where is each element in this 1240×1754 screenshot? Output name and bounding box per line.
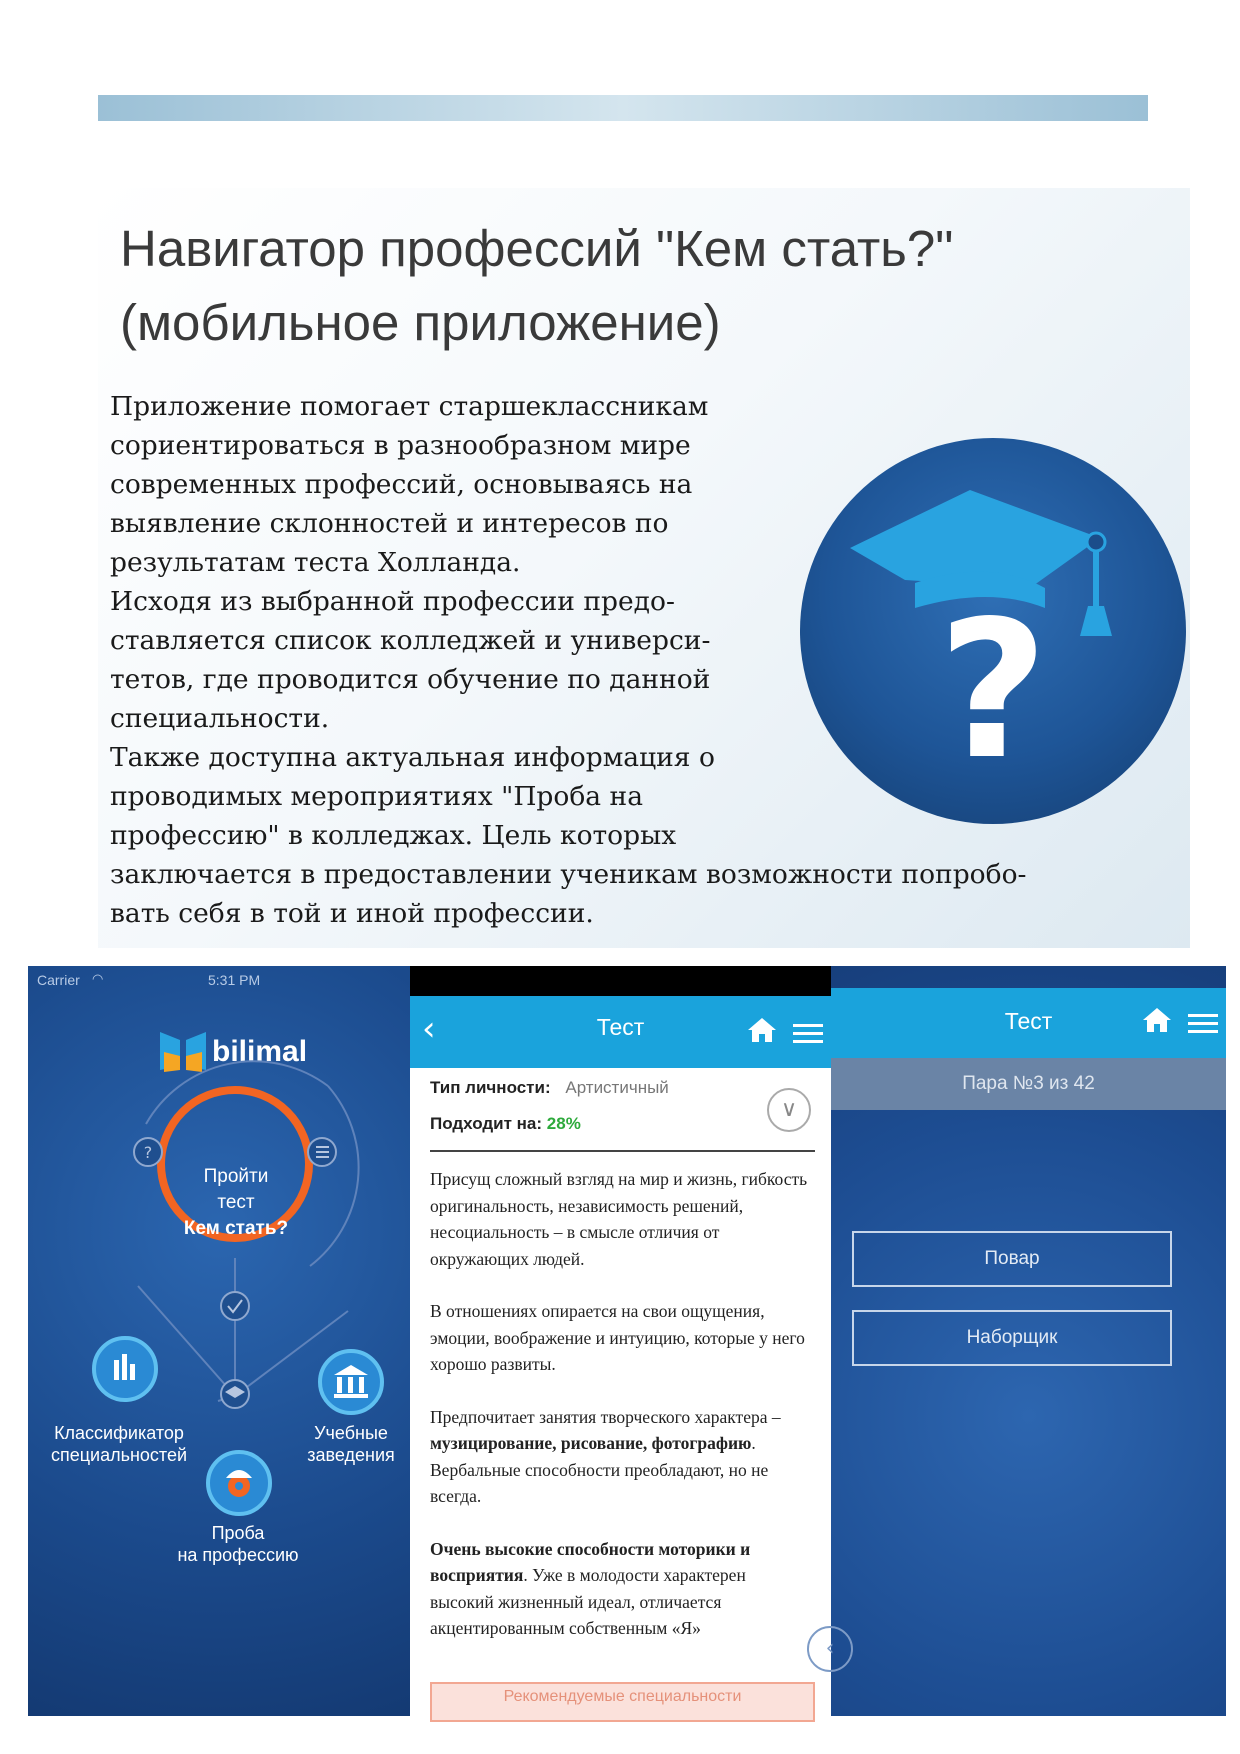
pair-counter: Пара №3 из 42 [831, 1058, 1226, 1110]
screenshot-test-result [410, 966, 831, 1716]
personality-type-value: Артистичный [565, 1078, 669, 1097]
paragraph-bold: Очень высокие способности моторики и восприятия [430, 1538, 751, 1585]
description-line: Приложение помогает старшеклассникам [110, 391, 709, 422]
page-title [120, 212, 1120, 360]
app-header [410, 996, 831, 1068]
trial-button[interactable] [206, 1450, 272, 1516]
paragraph: В отношениях опирается на свои ощущения, эмоции, воображение и интуицию, которые у него хорошо развиты. [430, 1301, 805, 1374]
fit-label: Подходит на: [430, 1114, 543, 1133]
description-line: проводимых мероприятиях "Проба на [110, 781, 643, 812]
description-line: специальности. [110, 703, 330, 734]
description-line: профессию" в колледжах. Цель которых [110, 820, 677, 851]
result-content [430, 1078, 815, 1668]
decorative-top-bar [98, 95, 1148, 121]
fit-row [430, 1114, 815, 1134]
title-line-1: Навигатор профессий "Кем стать?" [120, 220, 954, 277]
carrier-label: Carrier [37, 972, 80, 988]
paragraph: Присущ сложный взгляд на мир и жизнь, гибкость оригинальность, независимость решений, несоциальность – в смысле отличия от окружающих людей. [430, 1169, 808, 1269]
svg-text:?: ? [937, 580, 1049, 801]
description-line: вать себя в той и иной профессии. [110, 898, 594, 929]
paragraph [430, 1536, 809, 1642]
description-line: выявление склонностей и интересов по [110, 508, 669, 539]
menu-orbit [28, 966, 410, 1716]
status-bar [410, 966, 831, 996]
header-title: Тест [596, 1014, 645, 1040]
paragraph-bold: музицирование, рисование, фотографию [430, 1433, 752, 1453]
back-circle-icon[interactable]: ‹ [807, 1626, 853, 1672]
recommended-specialties-button[interactable]: Рекомендуемые специальности [430, 1682, 815, 1722]
wifi-icon: ◠ [92, 971, 104, 986]
start-test-button[interactable] [176, 1164, 296, 1242]
chevron-down-icon[interactable]: ∨ [767, 1088, 811, 1132]
classifier-line-1: Классификатор [54, 1423, 184, 1443]
gear-helmet-icon [210, 1454, 268, 1512]
answer-option-1[interactable]: Повар [852, 1231, 1172, 1287]
paragraph-text: . Вербальные способности преобладают, но не всегда. [430, 1433, 769, 1506]
personality-description [430, 1166, 815, 1642]
description-line: тетов, где проводится обучение по данной [110, 664, 711, 695]
ring-line-1: Пройти [203, 1166, 269, 1187]
divider [430, 1150, 815, 1152]
menu-icon[interactable] [793, 1024, 823, 1048]
institution-icon [322, 1353, 380, 1411]
bar-chart-icon [96, 1340, 154, 1398]
paragraph-text: Предпочитает занятия творческого характера – [430, 1406, 781, 1427]
trial-line-2: на профессию [177, 1545, 299, 1565]
personality-type-label: Тип личности: [430, 1078, 551, 1097]
paragraph-text: . Уже в молодости характерен высокий жизненный идеал, отличается акцентированным собственным «Я» [430, 1565, 746, 1638]
menu-icon[interactable] [1188, 1014, 1218, 1038]
description-line: ставляется список колледжей и универси- [110, 625, 711, 656]
brand-name: bilimal [212, 1035, 308, 1068]
classifier-line-2: специальностей [50, 1445, 188, 1465]
description-line: сориентироваться в разнообразном мире [110, 430, 691, 461]
classifier-label [44, 1422, 194, 1466]
trial-line-1: Проба [211, 1523, 265, 1543]
paragraph [430, 1404, 809, 1510]
screenshot-main-menu [28, 966, 410, 1716]
ring-line-2: тест [217, 1192, 255, 1213]
classifier-button[interactable] [92, 1336, 158, 1402]
schools-line-1: Учебные [314, 1423, 388, 1443]
description-line: заключается в предоставлении ученикам возможности попробо- [110, 859, 1027, 890]
description-line: результатам теста Холланда. [110, 547, 521, 578]
svg-text:?: ? [143, 1143, 153, 1162]
app-header [831, 988, 1226, 1058]
screenshot-test-pair [825, 966, 1226, 1716]
trial-label [148, 1522, 328, 1566]
ring-line-3: Кем стать? [183, 1218, 289, 1239]
schools-label [296, 1422, 406, 1466]
personality-type [430, 1078, 815, 1098]
home-icon[interactable] [1141, 1006, 1173, 1034]
back-icon[interactable]: ‹ [422, 1009, 436, 1049]
header-title: Тест [1004, 1008, 1053, 1034]
home-icon[interactable] [746, 1016, 778, 1044]
description-line: Исходя из выбранной профессии предо- [110, 586, 675, 617]
description-line: Также доступна актуальная информация о [110, 742, 715, 773]
clock: 5:31 PM [208, 972, 261, 988]
schools-button[interactable] [318, 1349, 384, 1415]
answer-option-2[interactable]: Наборщик [852, 1310, 1172, 1366]
description-line: современных профессий, основываясь на [110, 469, 693, 500]
fit-value: 28% [546, 1114, 581, 1133]
graduation-cap-question-icon [800, 438, 1186, 824]
title-line-2: (мобильное приложение) [120, 294, 721, 351]
schools-line-2: заведения [307, 1445, 395, 1465]
